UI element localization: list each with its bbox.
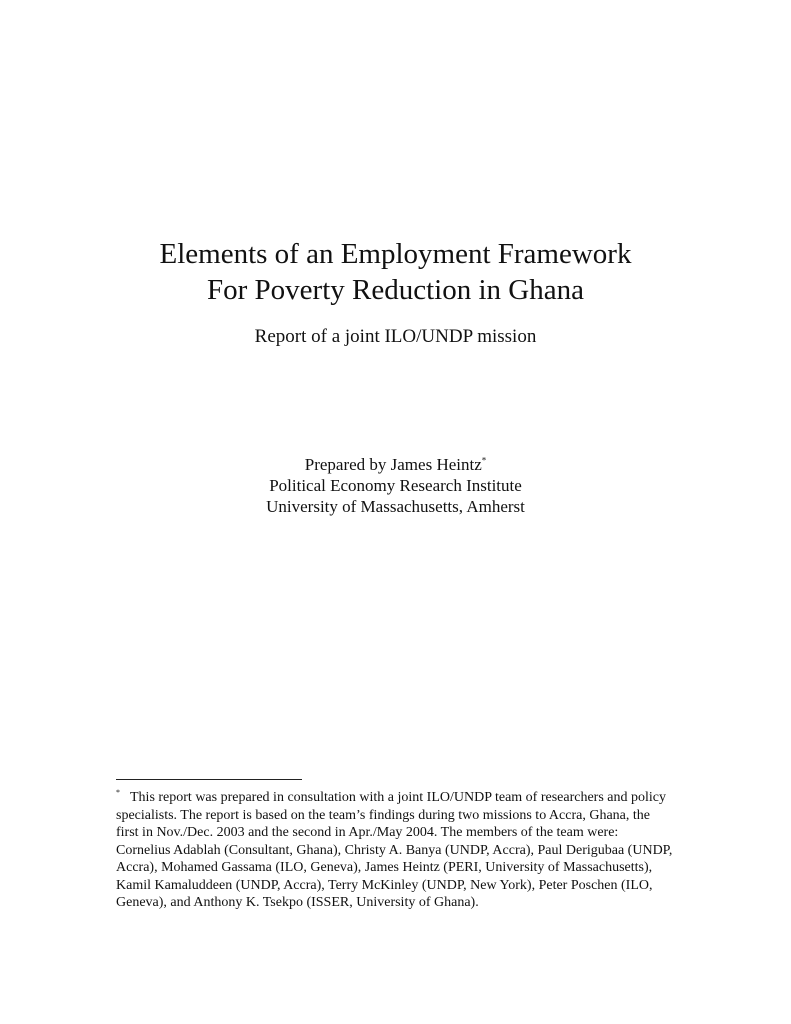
author-footnote-marker: * bbox=[481, 455, 487, 466]
footnote-text: This report was prepared in consultation with a joint ILO/UNDP team of researchers and policy specialists. The report is based on the team’s findings during two missions to Accra, Ghana, the first in Nov./Dec. 2003 and the second in Apr./May 2004. The members of the team were: Cornelius Adablah (Consultant, Ghana), Christy A. Banya (UNDP, Accra), Paul Derigubaa (UNDP, Accra), Mohamed Gassama (ILO, Geneva), James Heintz (PERI, University of Massachusetts), Kamil Kamaluddeen (UNDP, Accra), Terry McKinley (UNDP, New York), Peter Poschen (ILO, Geneva), and Anthony K. Tsekpo (ISSER, University of Ghana). bbox=[116, 790, 673, 910]
document-title bbox=[0, 236, 791, 308]
affiliation-institute: Political Economy Research Institute bbox=[269, 476, 522, 495]
footnote-separator bbox=[116, 779, 302, 780]
affiliation-university: University of Massachusetts, Amherst bbox=[266, 497, 525, 516]
prepared-by-text: Prepared by James Heintz bbox=[304, 455, 482, 474]
title-line-2: For Poverty Reduction in Ghana bbox=[207, 274, 584, 306]
footnote bbox=[116, 789, 676, 912]
prepared-by-line bbox=[0, 454, 791, 475]
author-block bbox=[0, 454, 791, 517]
title-line-1: Elements of an Employment Framework bbox=[159, 238, 632, 270]
footnote-marker: * bbox=[116, 788, 120, 798]
document-subtitle: Report of a joint ILO/UNDP mission bbox=[254, 326, 537, 347]
